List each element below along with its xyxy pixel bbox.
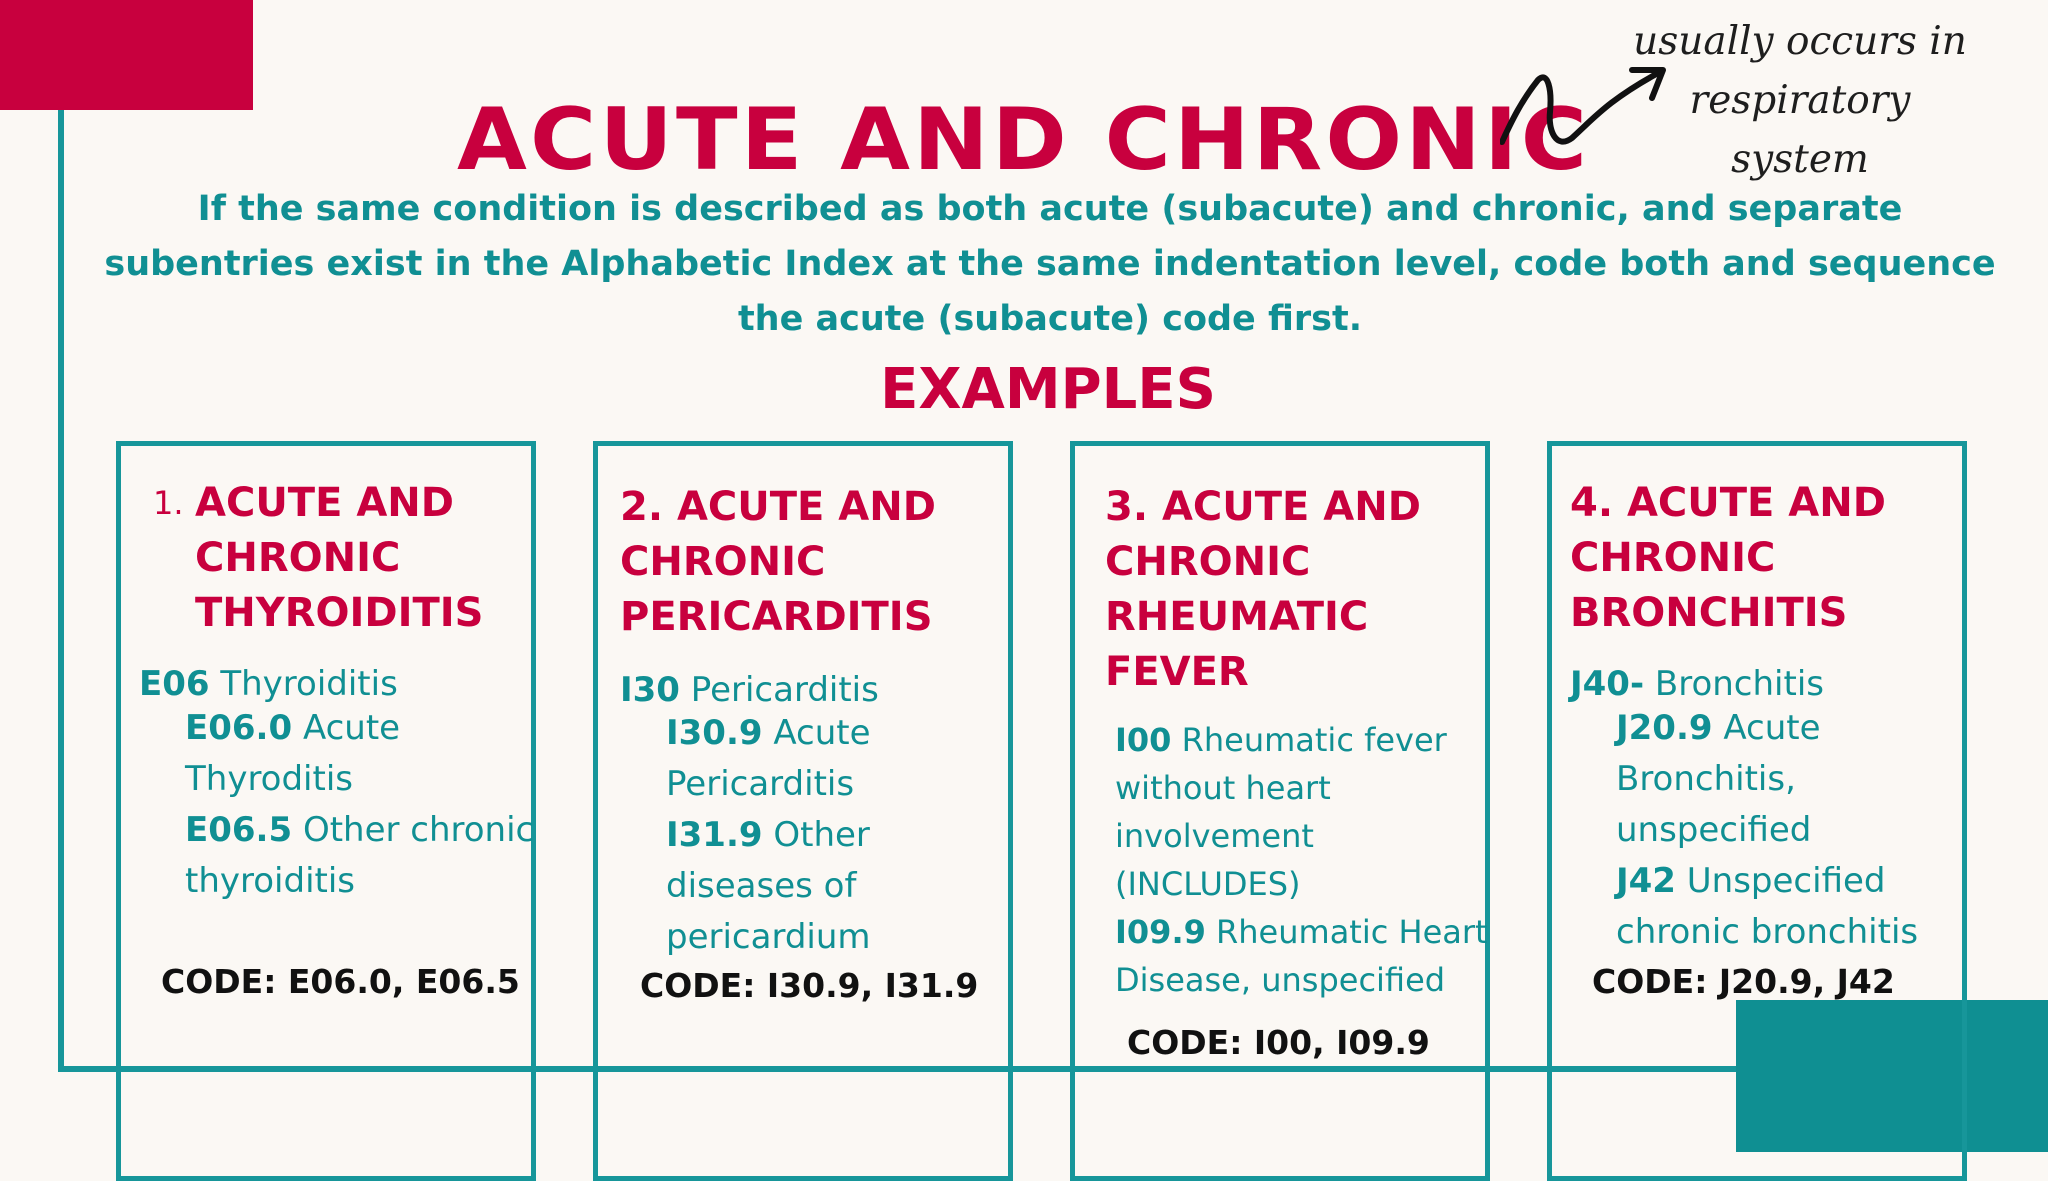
card-title-line: 2. ACUTE AND <box>620 484 936 530</box>
card-title-line: CHRONIC <box>195 535 401 581</box>
card-title-line: BRONCHITIS <box>1570 590 1848 636</box>
entry-code: J40- <box>1570 664 1645 704</box>
entry-row <box>1616 856 1946 958</box>
intro-paragraph: If the same condition is described as both acute (subacute) and chronic, and separate subentries exist in the Alphabetic Index at the same indentation level, code both and sequence the acute (subacute) code first. <box>104 189 1996 339</box>
side-note-line: system <box>1731 137 1869 182</box>
card-title-line: CHRONIC <box>1105 539 1311 585</box>
entry-text: Rheumatic fever without heart involvement (INCLUDES) <box>1115 721 1447 903</box>
example-card-thyroiditis <box>116 441 536 1181</box>
code-summary: CODE: I00, I09.9 <box>1127 1023 1430 1062</box>
card-title-line: ACUTE AND <box>195 480 454 526</box>
entry-code: E06.5 <box>185 810 293 850</box>
card-title-line: THYROIDITIS <box>195 590 484 636</box>
entry-row <box>666 708 926 810</box>
card-number: 1. <box>153 484 184 522</box>
card-title <box>620 480 990 645</box>
frame-line-vertical <box>58 110 64 1072</box>
side-note-line: respiratory <box>1689 78 1911 123</box>
entry-text: Other diseases of pericardium <box>666 815 871 957</box>
entry-code: I30 <box>620 670 680 710</box>
entry-text: Unspecified chronic bronchitis <box>1616 861 1919 952</box>
card-title-line: 4. ACUTE AND <box>1570 480 1886 526</box>
entry-code: J20.9 <box>1616 708 1713 748</box>
entry-text: Acute Pericarditis <box>666 713 871 804</box>
side-note-line: usually occurs in <box>1633 19 1967 64</box>
example-card-rheumatic-fever <box>1070 441 1490 1181</box>
card-title-line: FEVER <box>1105 649 1249 695</box>
entry-code: I31.9 <box>666 815 763 855</box>
card-title <box>1570 476 1940 641</box>
card-title-line: PERICARDITIS <box>620 594 933 640</box>
entry-code: E06.0 <box>185 708 293 748</box>
card-title <box>153 476 529 641</box>
card-title-line: CHRONIC <box>620 539 826 585</box>
entry-row <box>666 810 936 963</box>
code-summary: CODE: I30.9, I31.9 <box>640 966 979 1005</box>
entry-row <box>185 805 535 907</box>
card-number: 4. <box>1570 480 1614 526</box>
entry-text: Pericarditis <box>690 670 879 710</box>
slide-title: ACUTE AND CHRONIC <box>457 90 1591 190</box>
example-card-pericarditis <box>593 441 1013 1181</box>
code-summary: CODE: J20.9, J42 <box>1592 962 1895 1001</box>
entry-text: Bronchitis <box>1654 664 1824 704</box>
examples-heading: EXAMPLES <box>880 357 1216 422</box>
example-card-bronchitis <box>1547 441 1967 1181</box>
entry-row <box>185 703 485 805</box>
entry-row <box>1616 703 1876 856</box>
entry-text: Other chronic thyroiditis <box>185 810 535 901</box>
entry-row <box>1115 716 1475 908</box>
card-title-line: CHRONIC <box>1570 535 1776 581</box>
entry-code: I09.9 <box>1115 913 1206 951</box>
entry-code: I30.9 <box>666 713 763 753</box>
entry-code: E06 <box>139 664 210 704</box>
entry-text: Rheumatic Heart Disease, unspecified <box>1115 913 1488 999</box>
entry-row <box>1115 908 1495 1004</box>
corner-block-top-left <box>0 0 253 110</box>
entry-text: Thyroiditis <box>220 664 398 704</box>
card-title-line: 3. ACUTE AND <box>1105 484 1421 530</box>
side-note <box>1600 12 2000 189</box>
card-title <box>1105 480 1475 700</box>
entry-text: Acute Bronchitis, unspecified <box>1616 708 1821 850</box>
card-number: 2. <box>620 484 664 530</box>
card-number: 3. <box>1105 484 1149 530</box>
entry-code: I00 <box>1115 721 1172 759</box>
card-title-line: RHEUMATIC <box>1105 594 1369 640</box>
entry-text: Acute Thyroditis <box>185 708 401 799</box>
code-summary: CODE: E06.0, E06.5 <box>161 962 520 1001</box>
entry-code: J42 <box>1616 861 1676 901</box>
